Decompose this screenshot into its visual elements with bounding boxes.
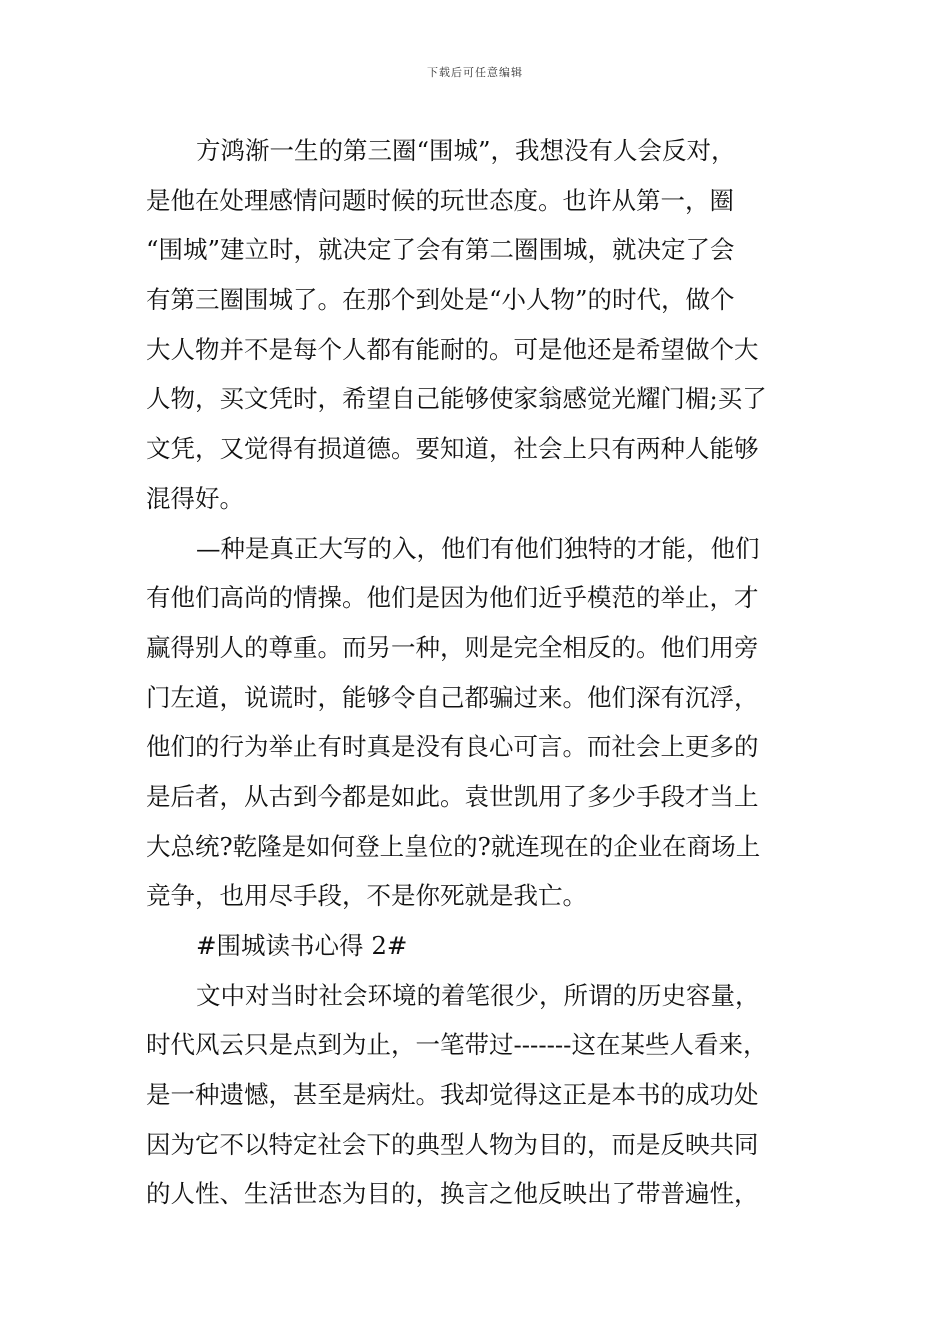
- paragraph-line: 方鸿渐一生的第三圈“围城”，我想没有人会反对，: [196, 136, 736, 165]
- paragraph-line: 大总统?乾隆是如何登上皇位的?就连现在的企业在商场上: [146, 831, 761, 861]
- paragraph-line: 文凭，又觉得有损道德。要知道，社会上只有两种人能够: [146, 434, 759, 464]
- paragraph-line: —种是真正大写的入，他们有他们独特的才能，他们: [196, 533, 760, 563]
- paragraph-line: 文中对当时社会环境的着笔很少，所谓的历史容量，: [196, 980, 760, 1010]
- paragraph-line: 他们的行为举止有时真是没有良心可言。而社会上更多的: [146, 732, 759, 762]
- section-heading: #围城读书心得 2#: [196, 931, 408, 960]
- paragraph-line: 门左道，说谎时，能够令自己都骗过来。他们深有沉浮，: [146, 682, 759, 712]
- paragraph-line: 因为它不以特定社会下的典型人物为目的，而是反映共同: [146, 1129, 759, 1159]
- paragraph-line: “围城”建立时，就决定了会有第二圈围城，就决定了会: [146, 235, 735, 265]
- paragraph-line: 是他在处理感情问题时候的玩世态度。也许从第一，圈: [146, 185, 734, 215]
- page-header: 下载后可任意编辑: [427, 66, 523, 79]
- paragraph-line: 人物，买文凭时，希望自己能够使家翁感觉光耀门楣;买了: [146, 384, 767, 414]
- paragraph-line: 竞争，也用尽手段，不是你死就是我亡。: [146, 881, 587, 911]
- paragraph-line: 是后者，从古到今都是如此。袁世凯用了多少手段才当上: [146, 781, 759, 811]
- paragraph-line: 大人物并不是每个人都有能耐的。可是他还是希望做个大: [146, 334, 759, 364]
- paragraph-line: 是一种遗憾，甚至是病灶。我却觉得这正是本书的成功处: [146, 1080, 759, 1110]
- document-body: [146, 126, 816, 1219]
- paragraph-line: 赢得别人的尊重。而另一种，则是完全相反的。他们用旁: [146, 632, 759, 662]
- paragraph-line: 时代风云只是点到为止，一笔带过-------这在某些人看来，: [146, 1030, 768, 1060]
- paragraph-line: 混得好。: [146, 483, 244, 513]
- paragraph-line: 有他们高尚的情操。他们是因为他们近乎模范的举止，才: [146, 583, 759, 613]
- paragraph-line: 有第三圈围城了。在那个到处是“小人物”的时代，做个: [146, 285, 735, 315]
- paragraph-line: 的人性、生活世态为目的，换言之他反映出了带普遍性，: [146, 1179, 759, 1209]
